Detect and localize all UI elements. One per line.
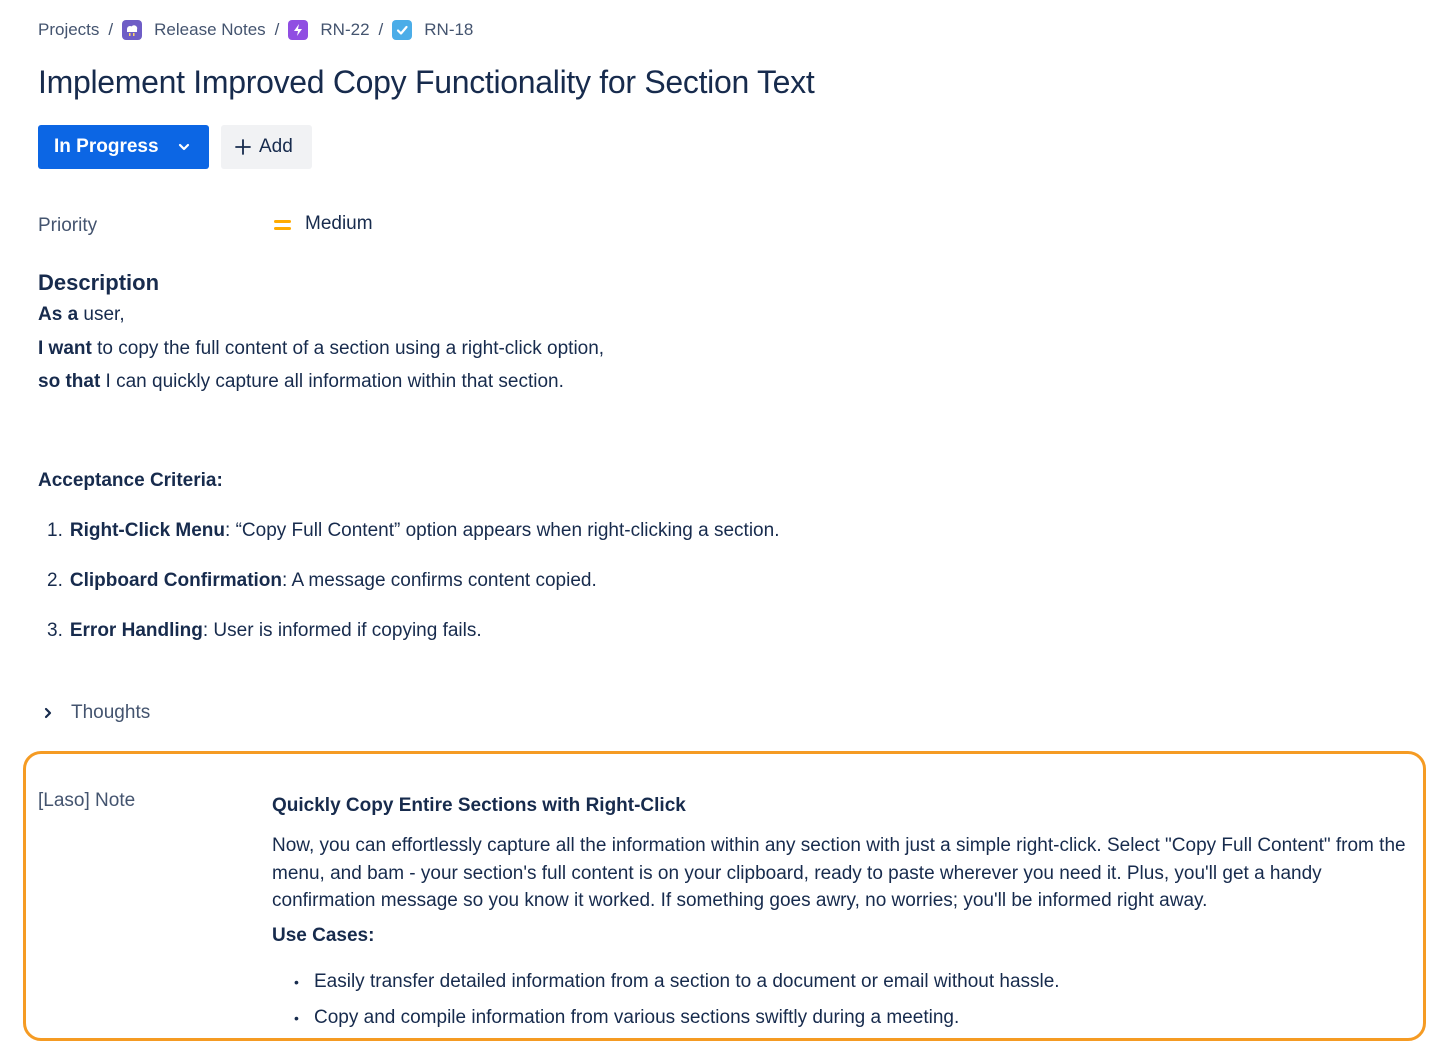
criteria-title: Error Handling <box>69 620 203 641</box>
story-line <box>38 371 564 393</box>
note-field-label: [Laso] Note <box>38 790 136 811</box>
criteria-number: 2. <box>47 570 63 591</box>
breadcrumb <box>38 17 473 43</box>
use-cases-heading: Use Cases: <box>272 925 375 946</box>
thoughts-expander[interactable] <box>38 702 150 724</box>
story-keyword: so that <box>38 371 101 392</box>
story-text: to copy the full content of a section using a right-click option, <box>91 338 605 359</box>
use-case-item <box>294 971 1060 993</box>
story-text: I can quickly capture all information within that section. <box>100 371 564 392</box>
project-avatar-icon <box>122 20 142 40</box>
breadcrumb-project[interactable] <box>122 20 266 40</box>
task-checkbox-icon <box>392 20 412 40</box>
priority-value-label: Medium <box>305 213 373 234</box>
status-label: In Progress <box>54 136 159 157</box>
story-keyword: As a <box>38 304 79 325</box>
criteria-text: : A message confirms content copied. <box>282 570 597 591</box>
note-title: Quickly Copy Entire Sections with Right-Click <box>272 795 686 816</box>
criteria-title: Right-Click Menu <box>69 520 226 541</box>
breadcrumb-epic-label: RN-22 <box>320 20 370 39</box>
priority-field-label: Priority <box>38 215 98 236</box>
use-case-text: Copy and compile information from various sections swiftly during a meeting. <box>314 1007 960 1028</box>
story-text: user, <box>78 304 125 325</box>
criteria-item <box>47 570 597 592</box>
bullet-icon: • <box>294 974 299 990</box>
story-keyword: I want <box>38 338 92 359</box>
thoughts-label: Thoughts <box>71 702 151 723</box>
breadcrumb-separator: / <box>274 20 280 39</box>
breadcrumb-separator: / <box>108 20 114 39</box>
use-case-item <box>294 1007 959 1029</box>
note-body: Now, you can effortlessly capture all the information within any section with just a simple right-click. Select "Copy Full Content" from the menu, and bam - your section's full content is on your clipboard, ready to paste wherever you need it. Plus, you'll get a handy confirmation message so you know it worked. If something goes awry, no worries; you'll be informed right away. <box>272 835 1406 911</box>
priority-medium-icon <box>274 218 291 231</box>
add-button-label: Add <box>259 136 293 157</box>
chevron-right-icon <box>38 706 58 720</box>
story-line <box>38 304 125 326</box>
breadcrumb-project-label: Release Notes <box>154 20 266 39</box>
breadcrumb-projects-label: Projects <box>38 20 100 39</box>
criteria-number: 3. <box>47 620 63 641</box>
epic-lightning-icon <box>288 20 308 40</box>
acceptance-criteria-heading: Acceptance Criteria: <box>38 470 223 491</box>
criteria-item <box>47 520 779 542</box>
criteria-title: Clipboard Confirmation <box>69 570 283 591</box>
priority-field-value[interactable] <box>274 213 373 235</box>
status-dropdown-button[interactable] <box>38 125 209 169</box>
story-line <box>38 338 604 360</box>
add-button[interactable] <box>221 125 312 169</box>
breadcrumb-issue-label: RN-18 <box>424 20 474 39</box>
description-heading: Description <box>38 270 160 295</box>
criteria-text: : “Copy Full Content” option appears when right-clicking a section. <box>225 520 780 541</box>
bullet-icon: • <box>294 1010 299 1026</box>
breadcrumb-projects[interactable] <box>38 20 99 40</box>
chevron-down-icon <box>177 142 191 152</box>
criteria-text: : User is informed if copying fails. <box>202 620 482 641</box>
plus-icon <box>234 138 252 156</box>
criteria-item <box>47 620 482 642</box>
criteria-number: 1. <box>47 520 63 541</box>
breadcrumb-epic[interactable] <box>288 20 369 40</box>
issue-title[interactable]: Implement Improved Copy Functionality for Section Text <box>38 64 815 100</box>
use-case-text: Easily transfer detailed information from a section to a document or email without hassle. <box>314 971 1060 992</box>
breadcrumb-separator: / <box>378 20 384 39</box>
breadcrumb-issue[interactable] <box>392 20 473 40</box>
